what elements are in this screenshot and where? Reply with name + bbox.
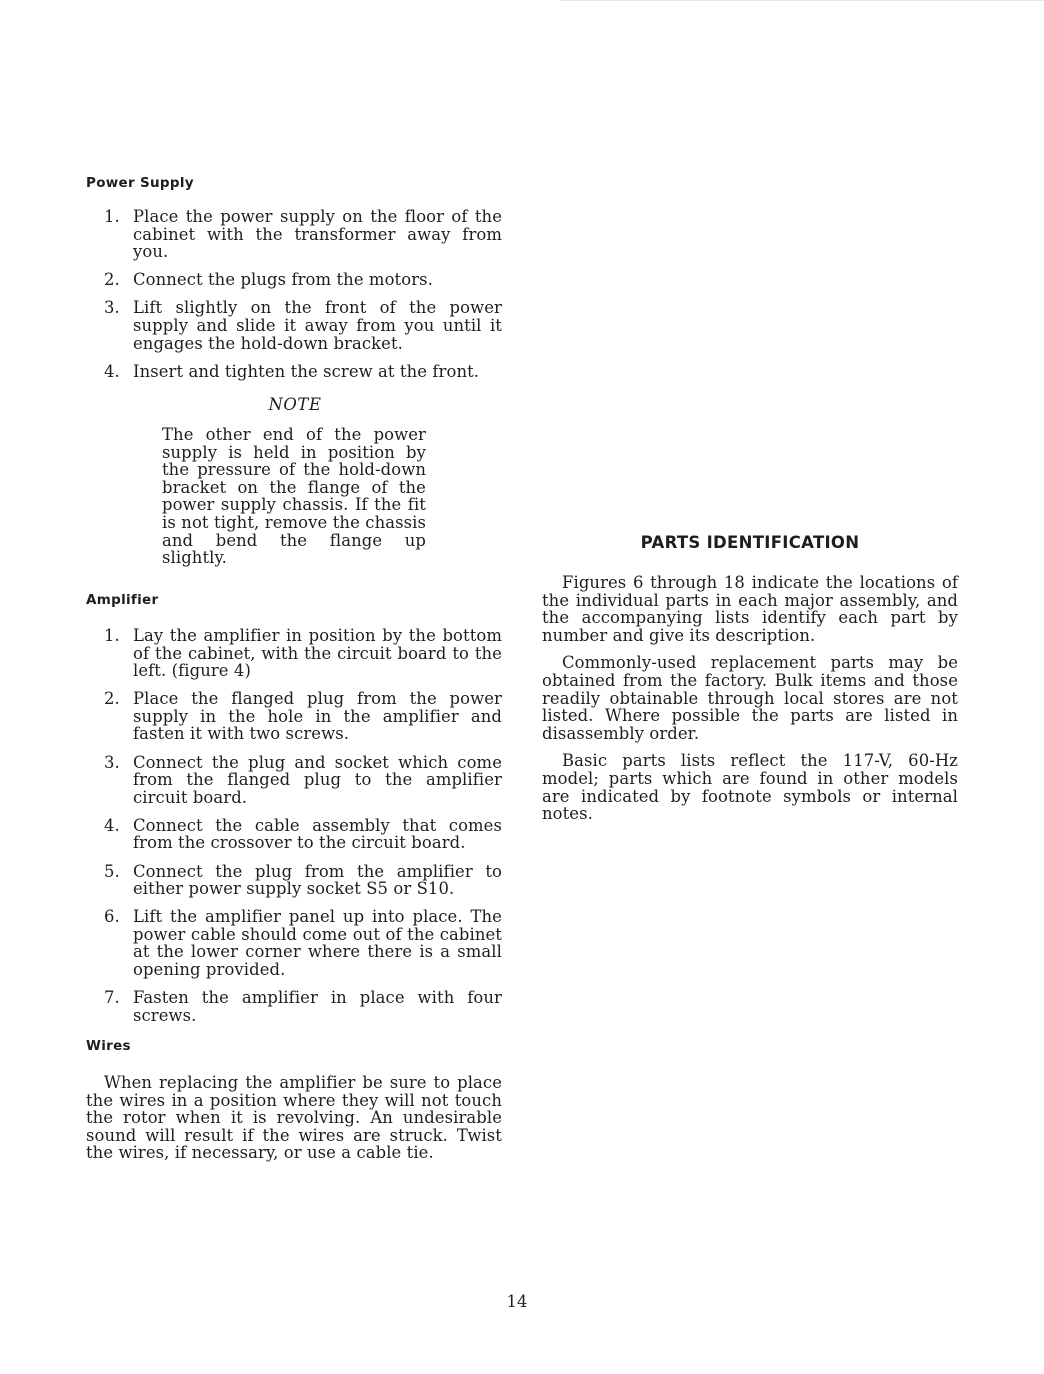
step-number: 4. [104,361,120,381]
amplifier-heading: Amplifier [86,592,159,608]
step-text: Place the flanged plug from the power supply in the hole in the amplifier and fasten it with two screws. [133,689,502,744]
step-number: 2. [104,689,120,709]
step-text: Connect the cable assembly that comes from the crossover to the circuit board. [133,815,502,853]
step-text: Lay the amplifier in position by the bottom of the cabinet, with the circuit board to the left. (figure 4) [133,626,502,681]
step-text: Insert and tighten the screw at the front. [133,361,480,381]
step-number: 7. [104,988,120,1008]
list-item [104,754,502,807]
step-number: 1. [104,207,120,226]
list-item [104,989,502,1024]
list-item [104,627,502,680]
step-number: 3. [104,298,120,318]
parts-paragraph: Commonly-used replacement parts may be obtained from the factory. Bulk items and those readily obtainable through local stores are not listed. Where possible the parts are listed in disassembly order. [542,653,958,743]
list-item [104,299,502,352]
step-text: Fasten the amplifier in place with four screws. [133,988,502,1025]
step-number: 4. [104,815,120,835]
wires-paragraph: When replacing the amplifier be sure to place the wires in a position where they will not touch the rotor when it is revolving. An undesirable sound will result if the wires are struck. Twist the wires, if necessary, or use a cable tie. [86,1073,502,1163]
step-text: Connect the plug and socket which come from the flanged plug to the amplifier circuit board. [133,752,502,807]
step-number: 6. [104,907,120,927]
scan-edge-line [560,0,1044,1]
list-item [104,208,502,261]
wires-heading: Wires [86,1038,131,1054]
note-text: The other end of the power supply is held in position by the pressure of the hold-down bracket on the flange of the power supply chassis. If the fit is not tight, remove the chassis and bend the flange up slightly. [162,425,426,568]
step-number: 3. [104,752,120,772]
note-title: NOTE [268,395,322,414]
step-text: Lift the amplifier panel up into place. The power cable should come out of the cabinet at the lower corner where there is a small opening provided. [133,907,502,979]
list-item [104,908,502,978]
parts-identification-body [542,574,958,833]
list-item [104,363,502,381]
power-supply-heading: Power Supply [86,175,194,191]
power-supply-steps [104,208,502,391]
wires-section [86,1074,502,1162]
list-item [104,863,502,898]
parts-paragraph: Basic parts lists reflect the 117-V, 60-Hz model; parts which are found in other models are indicated by footnote symbols or internal notes. [542,751,958,824]
parts-paragraph: Figures 6 through 18 indicate the locations of the individual parts in each major assembly, and the accompanying lists identify each part by number and give its description. [542,573,958,645]
step-text: Connect the plug from the amplifier to either power supply socket S5 or S10. [133,861,502,899]
step-number: 5. [104,861,120,881]
step-number: 1. [104,626,120,645]
step-text: Place the power supply on the floor of the cabinet with the transformer away from you. [133,207,502,262]
list-item [104,690,502,743]
step-text: Lift slightly on the front of the power supply and slide it away from you until it engages the hold-down bracket. [133,298,502,353]
parts-identification-heading: PARTS IDENTIFICATION [640,533,860,552]
list-item [104,817,502,852]
amplifier-steps [104,627,502,1035]
step-number: 2. [104,270,120,290]
step-text: Connect the plugs from the motors. [133,270,433,290]
page-number: 14 [506,1292,528,1311]
list-item [104,271,502,289]
